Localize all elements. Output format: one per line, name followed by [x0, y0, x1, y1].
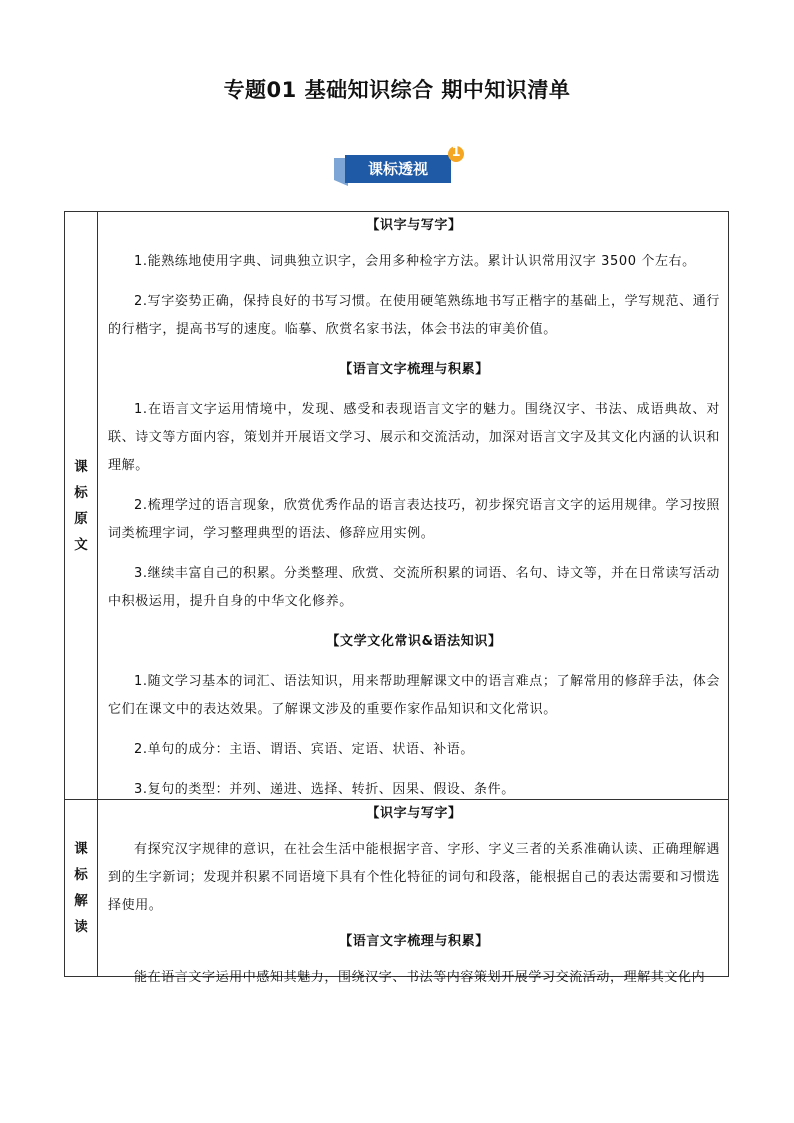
row-label-char: 原	[74, 510, 88, 527]
paragraph: 3.复句的类型：并列、递进、选择、转折、因果、假设、条件。	[134, 782, 515, 797]
section-heading: 【识字与写字】	[366, 218, 462, 233]
table-row	[65, 800, 729, 977]
row-label-cell	[65, 212, 98, 800]
paragraph: 1.随文学习基本的词汇、语法知识，用来帮助理解课文中的语言难点；了解常用的修辞手法，体会它们在课文中的表达效果。了解课文涉及的重要作家作品知识和文化常识。	[108, 674, 720, 717]
curriculum-table	[64, 211, 729, 985]
row-label-char: 课	[74, 841, 88, 857]
paragraph: 3.继续丰富自己的积累。分类整理、欣赏、交流所积累的词语、名句、诗文等，并在日常读写活动中积极运用，提升自身的中华文化修养。	[108, 566, 720, 609]
section-heading: 【文学文化常识&语法知识】	[326, 634, 502, 649]
paragraph: 1.能熟练地使用字典、词典独立识字，会用多种检字方法。累计认识常用汉字 3500 个左右。	[134, 254, 696, 269]
paragraph: 1.在语言文字运用情境中，发现、感受和表现语言文字的魅力。围绕汉字、书法、成语典故、对联、诗文等方面内容，策划并开展语文学习、展示和交流活动，加深对语言文字及其文化内涵的认识和理解。	[108, 402, 721, 473]
row-content-cell	[98, 212, 729, 800]
page-title: 专题01 基础知识综合 期中知识清单	[223, 78, 571, 102]
row-label-cell	[65, 800, 98, 977]
row-label-char: 课	[74, 458, 88, 475]
table-row	[65, 212, 729, 800]
paragraph: 2.写字姿势正确，保持良好的书写习惯。在使用硬笔熟练地书写正楷字的基础上，学写规范、通行的行楷字，提高书写的速度。临摹、欣赏名家书法，体会书法的审美价值。	[108, 294, 720, 337]
paragraph: 能在语言文字运用中感知其魅力，围绕汉字、书法等内容策划开展学习交流活动，理解其文化内	[134, 970, 706, 985]
paragraph: 2.单句的成分：主语、谓语、宾语、定语、状语、补语。	[134, 742, 475, 757]
badge-number: 1	[451, 145, 461, 160]
badge-label: 课标透视	[367, 160, 428, 178]
row-label-char: 文	[74, 536, 88, 553]
section-heading: 【语言文字梳理与积累】	[339, 362, 489, 377]
row-label-char: 解	[74, 893, 88, 909]
row-content-cell	[98, 800, 729, 985]
paragraph: 2.梳理学过的语言现象，欣赏优秀作品的语言表达技巧，初步探究语言文字的运用规律。学习按照词类梳理字词，学习整理典型的语法、修辞应用实例。	[108, 498, 720, 541]
section-heading: 【语言文字梳理与积累】	[339, 934, 489, 949]
paragraph: 有探究汉字规律的意识，在社会生活中能根据字音、字形、字义三者的关系准确认读、正确理解遇到的生字新词；发现并积累不同语境下具有个性化特征的词句和段落，能根据自己的表达需要和习惯选择使用。	[108, 842, 721, 913]
section-heading: 【识字与写字】	[366, 806, 462, 821]
row-label-char: 标	[74, 867, 88, 883]
row-label-char: 标	[74, 484, 88, 501]
row-label-char: 读	[74, 919, 88, 935]
